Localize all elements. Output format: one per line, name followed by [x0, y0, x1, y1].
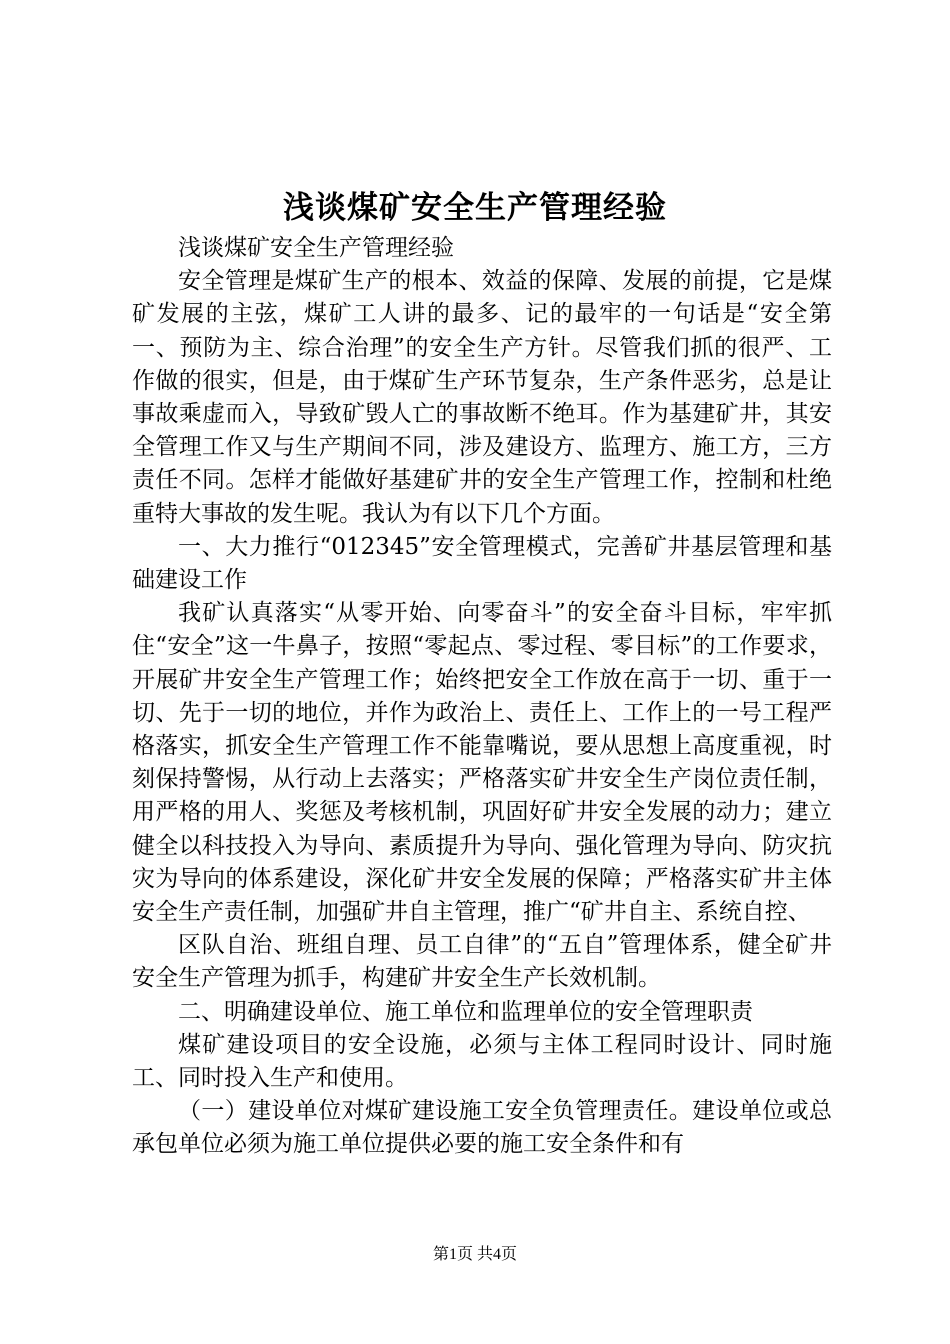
document-title: 浅谈煤矿安全生产管理经验: [283, 190, 667, 226]
paragraph-subsection-1: （一）建设单位对煤矿建设施工安全负管理责任。建设单位或总承包单位必须为施工单位提供必要的施工安全条件和有: [132, 1098, 832, 1158]
section-heading-2: 二、明确建设单位、施工单位和监理单位的安全管理职责: [178, 998, 753, 1025]
section-heading-1: 一、大力推行“012345”安全管理模式，完善矿井基层管理和基础建设工作: [132, 533, 832, 594]
document-body: [132, 232, 832, 1162]
paragraph-section-1: 我矿认真落实“从零开始、向零奋斗”的安全奋斗目标，牢牢抓住“安全”这一牛鼻子，按照“零起点、零过程、零目标”的工作要求，开展矿井安全生产管理工作；始终把安全工作放在高于一切、重于一切、先于一切的地位，并作为政治上、责任上、工作上的一号工程严格落实，抓安全生产管理工作不能靠嘴说，要从思想上高度重视，时刻保持警惕，从行动上去落实；严格落实矿井安全生产岗位责任制，用严格的用人、奖惩及考核机制，巩固好矿井安全发展的动力；建立健全以科技投入为导向、素质提升为导向、强化管理为导向、防灾抗灾为导向的体系建设，深化矿井安全发展的保障；严格落实矿井主体安全生产责任制，加强矿井自主管理，推广“矿井自主、系统自控、: [132, 600, 832, 926]
paragraph-subtitle: 浅谈煤矿安全生产管理经验: [178, 235, 454, 261]
paragraph-section-2: 煤矿建设项目的安全设施，必须与主体工程同时设计、同时施工、同时投入生产和使用。: [132, 1031, 832, 1092]
paragraph-intro: 安全管理是煤矿生产的根本、效益的保障、发展的前提，它是煤矿发展的主弦，煤矿工人讲的最多、记的最牢的一句话是“安全第一、预防为主、综合治理”的安全生产方针。尽管我们抓的很严、工作做的很实，但是，由于煤矿生产环节复杂，生产条件恶劣，总是让事故乘虚而入，导致矿毁人亡的事故断不绝耳。作为基建矿井，其安全管理工作又与生产期间不同，涉及建设方、监理方、施工方，三方责任不同。怎样才能做好基建矿井的安全生产管理工作，控制和杜绝重特大事故的发生呢。我认为有以下几个方面。: [132, 268, 832, 527]
page-number: 第1页 共4页: [432, 1246, 517, 1263]
paragraph-section-1-cont: 区队自治、班组自理、员工自律”的“五自”管理体系，健全矿井安全生产管理为抓手，构建矿井安全生产长效机制。: [132, 932, 832, 992]
